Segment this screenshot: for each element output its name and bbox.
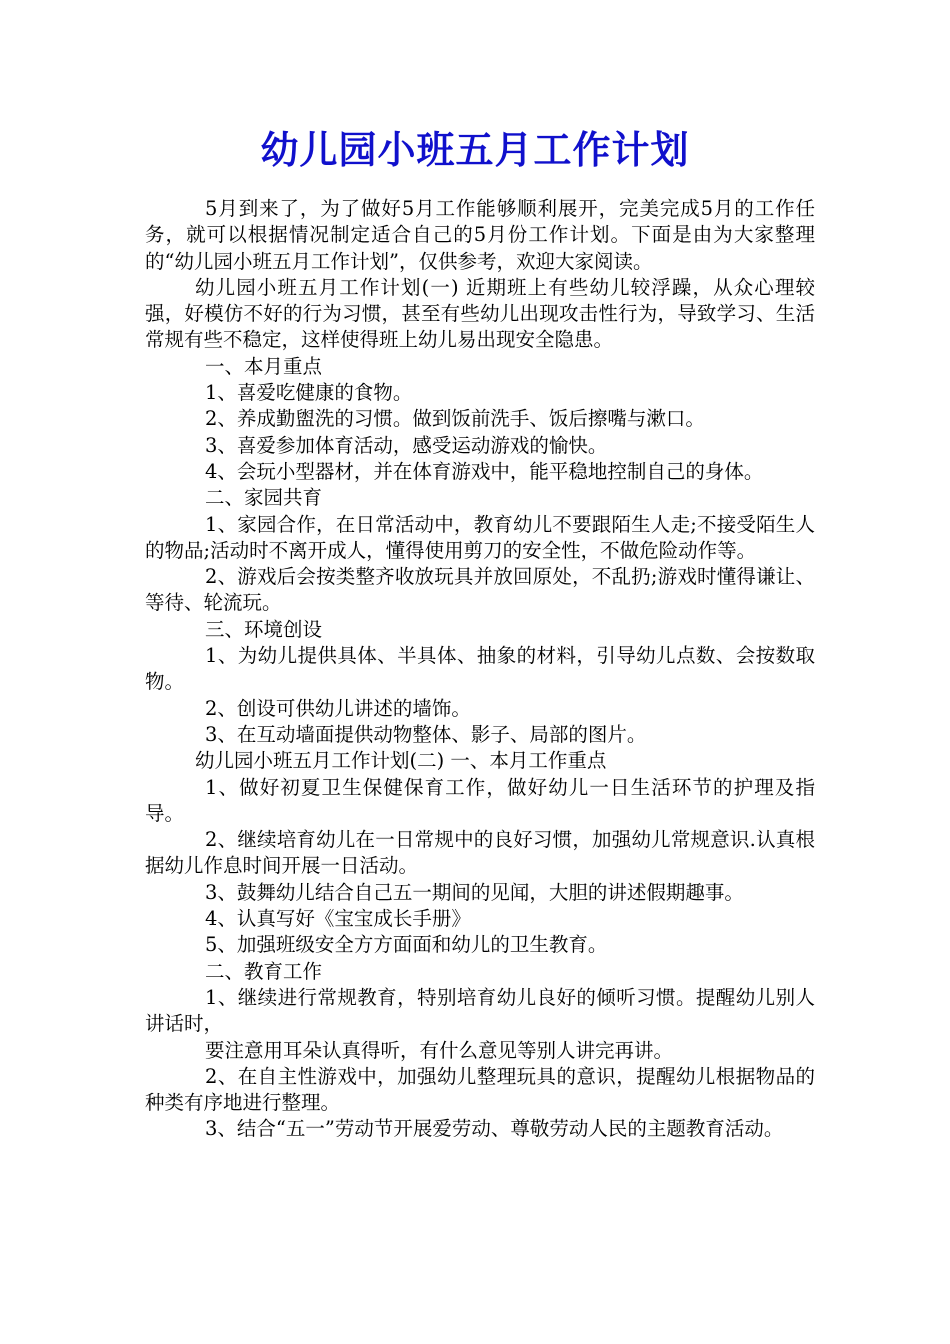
list-item: 2、游戏后会按类整齐收放玩具并放回原处，不乱扔;游戏时懂得谦让、等待、轮流玩。 — [145, 565, 815, 615]
list-item: 1、喜爱吃健康的食物。 — [205, 381, 413, 405]
list-item: 2、在自主性游戏中，加强幼儿整理玩具的意识，提醒幼儿根据物品的种类有序地进行整理。 — [145, 1064, 815, 1115]
paragraph-plan-two-heading: 幼儿园小班五月工作计划(二) 一、本月工作重点 — [195, 749, 607, 773]
list-item: 3、结合“五一”劳动节开展爱劳动、尊敬劳动人民的主题教育活动。 — [205, 1117, 784, 1141]
list-item-continuation: 要注意用耳朵认真得听，有什么意见等别人讲完再讲。 — [205, 1038, 674, 1062]
list-item: 1、继续进行常规教育，特别培育幼儿良好的倾听习惯。提醒幼儿别人讲话时， — [145, 985, 815, 1036]
section-heading: 二、家园共育 — [205, 486, 323, 510]
list-item: 4、认真写好《宝宝成长手册》 — [205, 907, 471, 931]
list-item: 3、在互动墙面提供动物整体、影子、局部的图片。 — [205, 722, 647, 746]
section-heading: 一、本月重点 — [205, 354, 323, 378]
list-item: 2、创设可供幼儿讲述的墙饰。 — [205, 696, 471, 720]
document-title: 幼儿园小班五月工作计划 — [260, 128, 690, 172]
list-item: 2、继续培育幼儿在一日常规中的良好习惯，加强幼儿常规意识.认真根据幼儿作息时间开展一日活动。 — [145, 828, 815, 878]
paragraph-plan-one-intro: 幼儿园小班五月工作计划(一) 近期班上有些幼儿较浮躁，从众心理较强，好模仿不好的行为习惯，甚至有些幼儿出现攻击性行为，导致学习、生活常规有些不稳定，这样使得班上幼儿易出现安全隐患。 — [145, 275, 815, 352]
list-item: 1、家园合作，在日常活动中，教育幼儿不要跟陌生人走;不接受陌生人的物品;活动时不离开成人，懂得使用剪刀的安全性，不做危险动作等。 — [145, 512, 815, 562]
document-body — [145, 196, 815, 1143]
list-item: 3、喜爱参加体育活动，感受运动游戏的愉快。 — [205, 433, 608, 457]
list-item: 1、为幼儿提供具体、半具体、抽象的材料，引导幼儿点数、会按数取物。 — [145, 644, 815, 694]
list-item: 4、会玩小型器材，并在体育游戏中，能平稳地控制自己的身体。 — [205, 459, 764, 483]
section-heading: 三、环境创设 — [205, 617, 323, 641]
list-item: 2、养成勤盥洗的习惯。做到饭前洗手、饭后擦嘴与漱口。 — [205, 407, 705, 431]
list-item: 5、加强班级安全方方面面和幼儿的卫生教育。 — [205, 933, 608, 957]
list-item: 1、做好初夏卫生保健保育工作，做好幼儿一日生活环节的护理及指导。 — [145, 775, 815, 825]
paragraph-intro: 5月到来了，为了做好5月工作能够顺利展开，完美完成5月的工作任务，就可以根据情况制定适合自己的5月份工作计划。下面是由为大家整理的“幼儿园小班五月工作计划”，仅供参考，欢迎大家阅读。 — [145, 197, 815, 273]
section-heading: 二、教育工作 — [205, 959, 323, 983]
list-item: 3、鼓舞幼儿结合自己五一期间的见闻，大胆的讲述假期趣事。 — [205, 880, 744, 904]
